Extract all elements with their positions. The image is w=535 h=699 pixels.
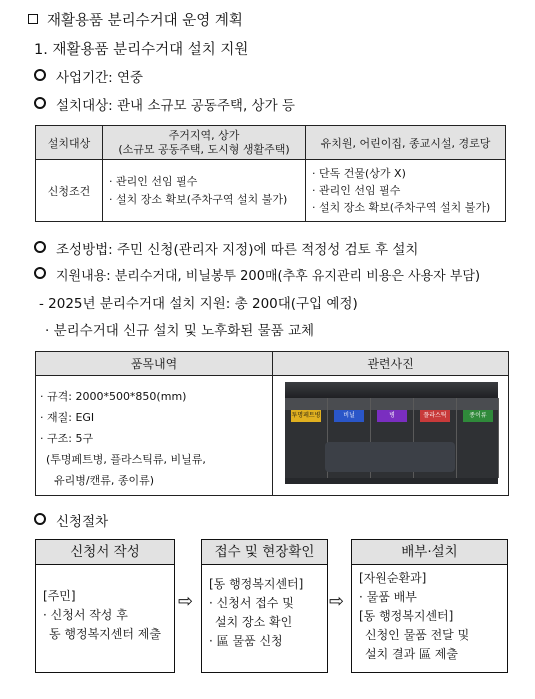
target-line — [34, 94, 295, 114]
spec-size: · 규격: 2000*500*850(mm) — [40, 390, 187, 403]
spec-kinds-2: 유리병/캔류, 종이류) — [54, 474, 154, 487]
step-line: · 신청서 접수 및 — [209, 596, 294, 610]
condition-item: · 관리인 선임 필수 — [312, 184, 401, 197]
circle-bullet-icon — [34, 513, 46, 525]
step-line: · 區 물품 신청 — [209, 634, 283, 648]
step-title: 배부·설치 — [352, 540, 507, 565]
step-line: [동 행정복지센터] — [209, 577, 304, 591]
recycling-station-photo — [285, 382, 498, 488]
table1-residential-conditions — [103, 160, 306, 222]
step-line: 설치 결과 區 제출 — [365, 647, 458, 661]
period-text: 사업기간: 연중 — [56, 70, 144, 86]
condition-item: · 단독 건물(상가 X) — [312, 167, 406, 180]
circle-bullet-icon — [34, 241, 46, 253]
step-line: 동 행정복지센터 제출 — [49, 627, 161, 641]
period-line — [34, 66, 143, 86]
photo-cell — [273, 376, 509, 496]
spec-structure: · 구조: 5구 — [40, 432, 94, 445]
table1-header-residential-line2: (소규모 공동주택, 도시형 생활주택) — [118, 142, 290, 156]
bin-label: 투명페트병 — [291, 410, 321, 422]
table1-row-label: 신청조건 — [36, 160, 103, 222]
arrow-right-icon: ⇨ — [329, 591, 345, 612]
item-spec-cell — [36, 376, 273, 496]
target-conditions-table — [35, 125, 506, 222]
condition-item: · 설치 장소 확보(주차구역 설치 불가) — [312, 201, 491, 214]
condition-item: · 설치 장소 확보(주차구역 설치 불가) — [109, 192, 288, 206]
step-line: [주민] — [43, 589, 76, 603]
method-line — [34, 238, 418, 258]
support-text: 지원내용: 분리수거대, 비닐봉투 200매(추후 유지관리 비용은 사용자 부담) — [56, 269, 481, 284]
step-title: 접수 및 현장확인 — [202, 540, 327, 565]
arrow-right-icon: ⇨ — [178, 591, 194, 612]
front-notice-panel — [325, 442, 455, 472]
step-line: [동 행정복지센터] — [359, 609, 454, 623]
step-line: · 물품 배부 — [359, 590, 417, 604]
table2-header-items: 품목내역 — [36, 352, 273, 376]
title-text: 재활용품 분리수거대 운영 계획 — [47, 13, 243, 29]
procedure-line — [34, 510, 108, 530]
table1-header-residential-line1: 주거지역, 상가 — [168, 128, 240, 142]
circle-bullet-icon — [34, 267, 46, 279]
bin-label: 병 — [377, 410, 407, 422]
table1-header-facilities: 유치원, 어린이집, 종교시설, 경로당 — [306, 126, 506, 160]
step-body — [36, 565, 174, 644]
table1-facility-conditions — [306, 160, 506, 222]
bin-compartment — [285, 398, 328, 478]
bin-label: 종이류 — [463, 410, 493, 422]
plan-line: - 2025년 분리수거대 설치 지원: 총 200대(구입 예정) — [39, 296, 358, 312]
step-line: · 신청서 작성 후 — [43, 608, 128, 622]
support-line — [34, 265, 480, 284]
step-title: 신청서 작성 — [36, 540, 174, 565]
circle-bullet-icon — [34, 69, 46, 81]
method-text: 조성방법: 주민 신청(관리자 지정)에 따른 적정성 검토 후 설치 — [56, 242, 419, 258]
step-line: 신청인 물품 전달 및 — [365, 628, 470, 642]
table1-header-residential — [103, 126, 306, 160]
step-distribution — [351, 539, 508, 673]
table1-header-target: 설치대상 — [36, 126, 103, 160]
bin-label: 플라스틱 — [420, 410, 450, 422]
step-line: 설치 장소 확인 — [215, 615, 293, 629]
procedure-text: 신청절차 — [56, 514, 109, 530]
replace-line: · 분리수거대 신규 설치 및 노후화된 물품 교체 — [45, 323, 315, 339]
section-heading: 1. 재활용품 분리수거대 설치 지원 — [34, 42, 249, 58]
bin-label: 비닐 — [334, 410, 364, 422]
station-lid — [285, 382, 498, 398]
step-review — [201, 539, 328, 673]
spec-kinds-1: (투명페트병, 플라스틱류, 비닐류, — [46, 453, 206, 466]
step-application — [35, 539, 175, 673]
table2-header-photo: 관련사진 — [273, 352, 509, 376]
document-title — [28, 9, 243, 30]
target-text: 설치대상: 관내 소규모 공동주택, 상가 등 — [56, 98, 295, 114]
step-line: [자원순환과] — [359, 571, 427, 585]
item-details-table — [35, 351, 509, 496]
condition-item: · 관리인 선임 필수 — [109, 174, 198, 188]
bin-compartment — [457, 398, 499, 478]
step-body — [202, 565, 327, 651]
square-bullet-icon — [28, 14, 38, 24]
step-body — [352, 565, 507, 664]
circle-bullet-icon — [34, 97, 46, 109]
spec-material: · 재질: EGI — [40, 411, 95, 424]
